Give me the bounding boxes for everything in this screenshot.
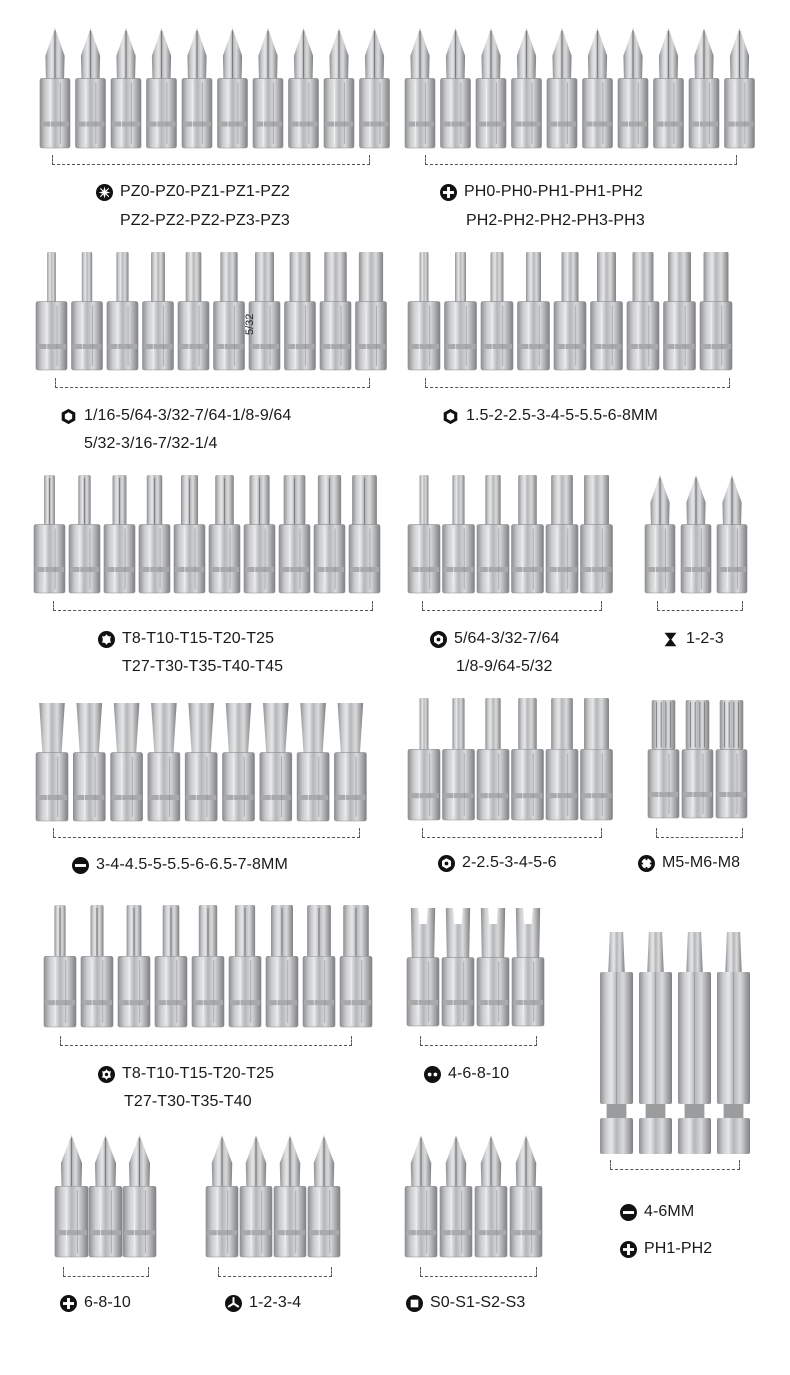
- label-line-1: 1.5-2-2.5-3-4-5-5.5-6-8MM: [466, 407, 658, 424]
- label-line-2: PH2-PH2-PH2-PH3-PH3: [466, 212, 645, 229]
- label-line-2: PZ2-PZ2-PZ2-PZ3-PZ3: [120, 212, 290, 229]
- label-line-2: T27-T30-T35-T40-T45: [122, 658, 284, 675]
- screwdriver-bit: [475, 1135, 507, 1257]
- label-line-1: 5/64-3/32-7/64: [454, 630, 560, 647]
- label-line-1: 4-6-8-10: [448, 1065, 510, 1082]
- label-line-1: 6-8-10: [84, 1294, 131, 1311]
- label-line-1: PZ0-PZ0-PZ1-PZ1-PZ2: [120, 183, 290, 200]
- screwdriver-bit: [510, 1135, 542, 1257]
- label-line-1: T8-T10-T15-T20-T25: [122, 630, 275, 647]
- label-line-1: T8-T10-T15-T20-T25: [122, 1065, 275, 1082]
- label-line-2: PH1-PH2: [644, 1240, 713, 1257]
- screwdriver-bit: [405, 1135, 437, 1257]
- screwdriver-bit: [440, 1135, 472, 1257]
- label-line-2: T27-T30-T35-T40: [124, 1093, 252, 1110]
- label-line-2: 5/32-3/16-7/32-1/4: [84, 435, 218, 452]
- group-label: [406, 1292, 525, 1314]
- label-line-1: 1/16-5/64-3/32-7/64-1/8-9/64: [84, 407, 292, 424]
- square-icon: [406, 1295, 423, 1312]
- label-line-1: 1-2-3-4: [249, 1294, 302, 1311]
- label-line-1: PH0-PH0-PH1-PH1-PH2: [464, 183, 643, 200]
- bit-marking: 5/32: [244, 313, 256, 335]
- label-line-1: 4-6MM: [644, 1203, 695, 1220]
- label-line-2: 1/8-9/64-5/32: [456, 658, 553, 675]
- label-line-1: M5-M6-M8: [662, 854, 741, 871]
- label-line-1: S0-S1-S2-S3: [430, 1294, 526, 1311]
- label-line-1: 2-2.5-3-4-5-6: [462, 854, 557, 871]
- label-line-1: 3-4-4.5-5-5.5-6-6.5-7-8MM: [96, 856, 288, 873]
- bracket: [420, 1267, 537, 1277]
- label-line-1: 1-2-3: [686, 630, 724, 647]
